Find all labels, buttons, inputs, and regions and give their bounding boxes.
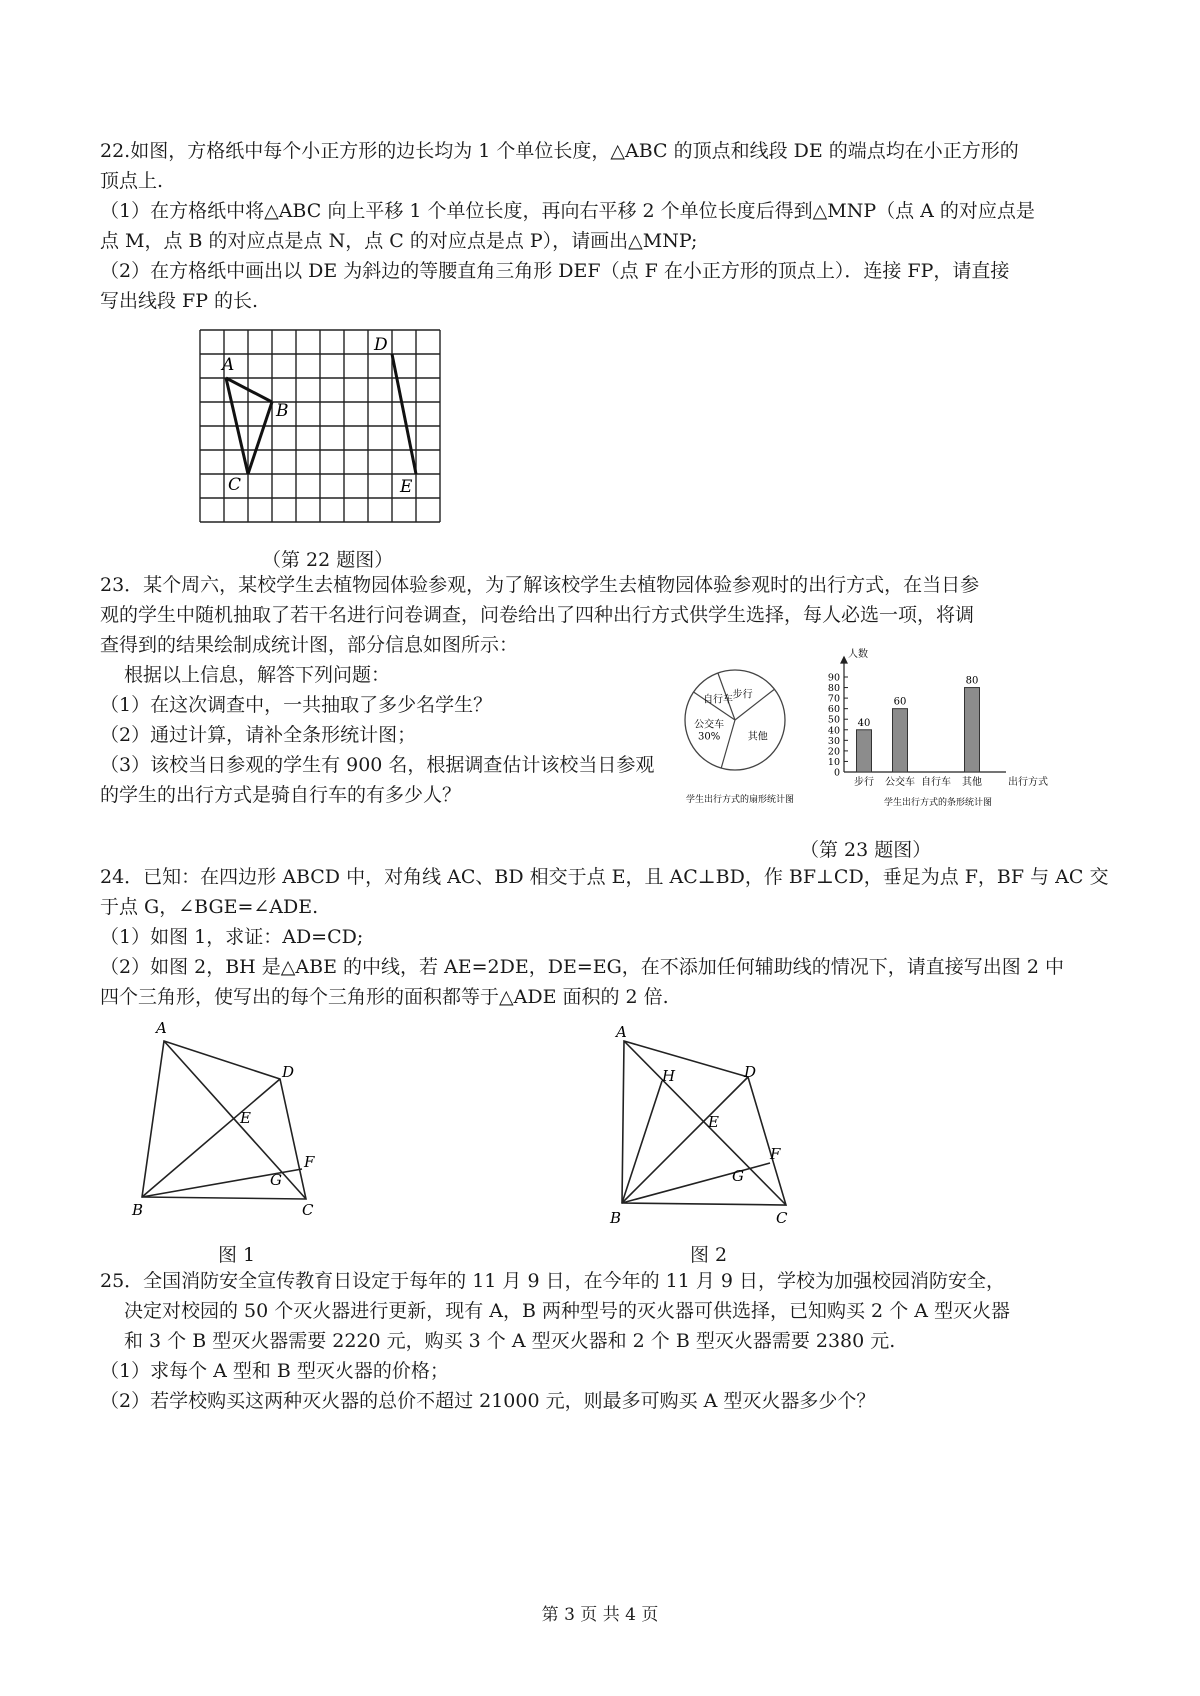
q24-figure-1: [120, 1015, 340, 1225]
fig1-label-a: A: [156, 1019, 167, 1037]
fig2-label-e: E: [708, 1113, 719, 1131]
fig2-label-g: G: [732, 1167, 744, 1185]
fig2-label-h: H: [662, 1067, 676, 1085]
q24-line: 四个三角形，使写出的每个三角形的面积都等于△ADE 面积的 2 倍.: [100, 986, 669, 1008]
pie-slice-label: 自行车: [703, 694, 734, 706]
y-tick-label: 20: [827, 746, 840, 758]
bar-category-label: 步行: [854, 777, 874, 788]
bar-category-label: 公交车: [885, 777, 915, 788]
q23-line: 观的学生中随机抽取了若干名进行问卷调查，问卷给出了四种出行方式供学生选择，每人必选一项，将调: [100, 604, 975, 626]
bar: [893, 709, 908, 772]
fig2-caption: 图 2: [690, 1244, 728, 1266]
q22-caption: （第 22 题图）: [262, 549, 394, 571]
bar-data-label: 60: [893, 696, 907, 708]
fig1-label-f: F: [304, 1153, 315, 1171]
pie-slice-label: 步行: [732, 689, 753, 701]
fig2-label-d: D: [744, 1063, 757, 1081]
y-tick-label: 0: [833, 767, 840, 779]
q22-line: 22.如图，方格纸中每个小正方形的边长均为 1 个单位长度，△ABC 的顶点和线段 DE 的端点均在小正方形的: [100, 140, 1019, 162]
label-c: C: [228, 475, 242, 495]
y-tick-label: 60: [827, 704, 840, 716]
fig1-label-g: G: [270, 1171, 282, 1189]
label-d: D: [374, 335, 388, 355]
q24-figure-2: [600, 1015, 820, 1230]
fig2-label-a: A: [616, 1023, 627, 1041]
q23-line: （1）在这次调查中，一共抽取了多少名学生？: [100, 694, 493, 716]
y-axis-arrow: [841, 657, 847, 663]
bar-category-label: 其他: [962, 777, 982, 788]
q25-line: 和 3 个 B 型灭火器需要 2220 元，购买 3 个 A 型灭火器和 2 个 B 型灭火器需要 2380 元.: [124, 1330, 896, 1352]
q24-line: 24．已知：在四边形 ABCD 中，对角线 AC、BD 相交于点 E，且 AC⊥BD，作 BF⊥CD，垂足为点 F，BF 与 AC 交: [100, 866, 1109, 888]
label-b: B: [276, 401, 289, 421]
bar-chart: [810, 645, 1050, 820]
q25-line: 25．全国消防安全宣传教育日设定于每年的 11 月 9 日，在今年的 11 月 9 日，学校为加强校园消防安全，: [100, 1270, 1006, 1292]
q25-line: （1）求每个 A 型和 B 型灭火器的价格；: [100, 1360, 449, 1382]
y-tick-label: 10: [827, 756, 840, 768]
q23-line: 根据以上信息，解答下列问题：: [124, 664, 391, 686]
q22-line: 顶点上.: [100, 170, 164, 192]
bar-data-label: 40: [857, 717, 871, 729]
q22-line: 写出线段 FP 的长.: [100, 290, 259, 312]
pie-title: 学生出行方式的扇形统计图: [685, 795, 795, 805]
bar-ylabel: 人数: [848, 649, 868, 660]
page-footer: 第 3 页 共 4 页: [541, 1605, 659, 1625]
q25-line: 决定对校园的 50 个灭火器进行更新，现有 A，B 两种型号的灭火器可供选择，已知购买 2 个 A 型灭火器: [124, 1300, 1010, 1322]
q22-line: 点 M，点 B 的对应点是点 N，点 C 的对应点是点 P），请画出△MNP;: [100, 230, 698, 252]
segment-de: [392, 354, 416, 474]
q23-line: 的学生的出行方式是骑自行车的有多少人？: [100, 784, 462, 806]
q23-line: （3）该校当日参观的学生有 900 名，根据调查估计该校当日参观: [100, 754, 655, 776]
q24-line: （2）如图 2，BH 是△ABE 的中线，若 AE=2DE，DE=EG，在不添加任何辅助线的情况下，请直接写出图 2 中: [100, 956, 1064, 978]
y-tick-label: 40: [827, 725, 840, 737]
q22-line: （1）在方格纸中将△ABC 向上平移 1 个单位长度，再向右平移 2 个单位长度后得到△MNP（点 A 的对应点是: [100, 200, 1035, 222]
q23-line: 查得到的结果绘制成统计图，部分信息如图所示：: [100, 634, 519, 656]
y-tick-label: 30: [827, 735, 840, 747]
q25-line: （2）若学校购买这两种灭火器的总价不超过 21000 元，则最多可购买 A 型灭火器多少个？: [100, 1390, 876, 1412]
y-tick-label: 50: [827, 714, 840, 726]
y-tick-label: 90: [827, 672, 840, 684]
fig2-label-b: B: [610, 1209, 622, 1227]
fig1-label-b: B: [132, 1201, 144, 1219]
q22-grid-figure: [190, 320, 450, 530]
pie-slice-label: 其他: [747, 731, 768, 743]
bar-data-label: 80: [965, 675, 979, 687]
pie-slice-label: 公交车: [694, 719, 725, 731]
q23-line: （2）通过计算，请补全条形统计图；: [100, 724, 417, 746]
fig1-caption: 图 1: [218, 1244, 256, 1266]
q22-line: （2）在方格纸中画出以 DE 为斜边的等腰直角三角形 DEF（点 F 在小正方形的顶点上）．连接 FP，请直接: [100, 260, 1010, 282]
bar: [857, 730, 872, 772]
pie-slice-label: 30%: [698, 731, 721, 743]
q24-line: 于点 G，∠BGE=∠ADE.: [100, 896, 319, 918]
y-tick-label: 70: [827, 693, 840, 705]
q23-line: 23．某个周六，某校学生去植物园体验参观，为了解该校学生去植物园体验参观时的出行方式，在当日参: [100, 574, 980, 596]
q23-caption: （第 23 题图）: [800, 839, 932, 861]
fig2-label-c: C: [776, 1209, 788, 1227]
fig1-label-e: E: [240, 1109, 251, 1127]
fig1-label-d: D: [282, 1063, 295, 1081]
bar: [965, 688, 980, 772]
bar-xlabel: 出行方式: [1008, 777, 1048, 788]
bar-category-label: 自行车: [921, 777, 951, 788]
pie-chart: [670, 660, 810, 820]
label-a: A: [222, 355, 235, 375]
label-e: E: [400, 477, 413, 497]
y-tick-label: 80: [827, 683, 840, 695]
q24-line: （1）如图 1，求证：AD=CD;: [100, 926, 364, 948]
fig2-label-f: F: [770, 1145, 781, 1163]
bar-title: 学生出行方式的条形统计图: [883, 798, 993, 808]
fig1-label-c: C: [302, 1201, 314, 1219]
